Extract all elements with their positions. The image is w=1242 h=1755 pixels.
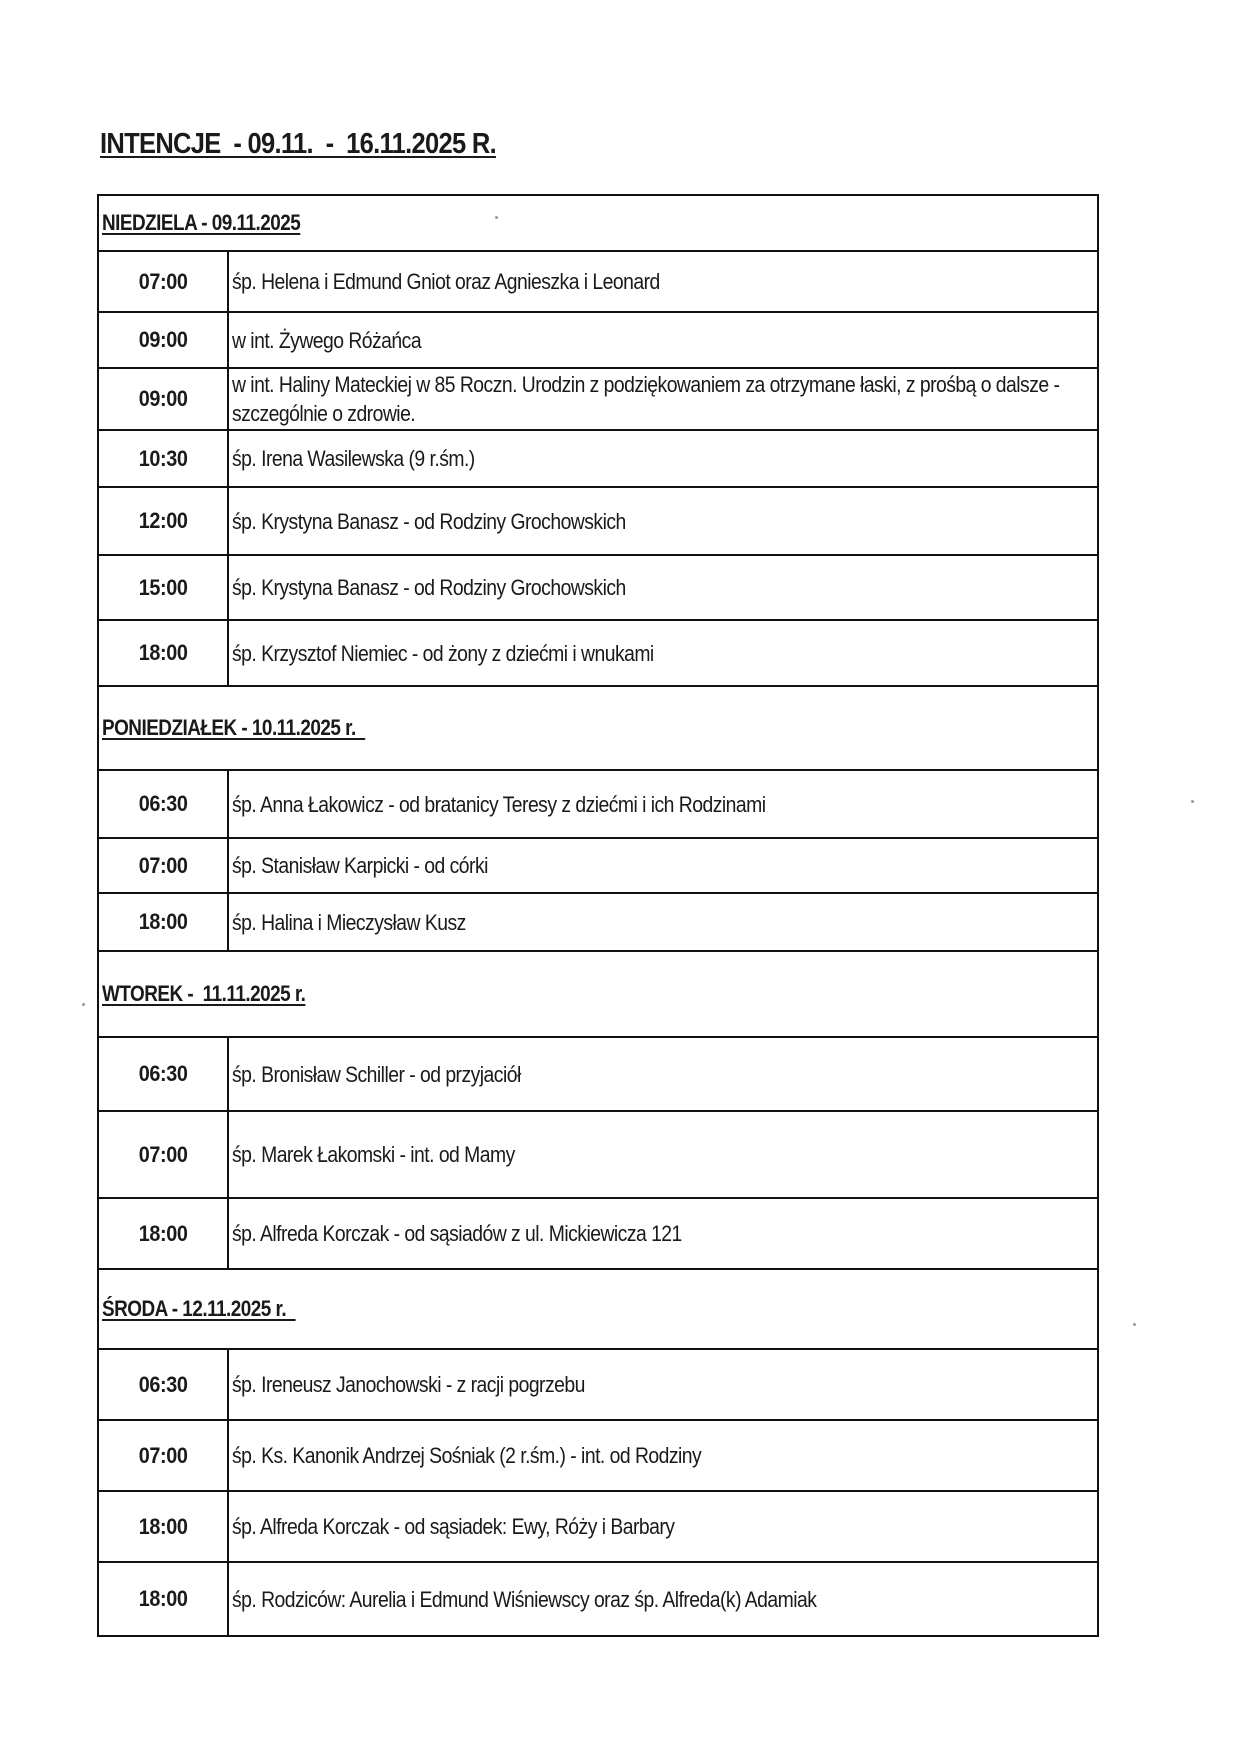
table-row bbox=[98, 1349, 1098, 1420]
intention-cell bbox=[228, 620, 1098, 686]
day-header-row bbox=[98, 195, 1098, 251]
day-header-row bbox=[98, 686, 1098, 770]
intention-text: śp. Ireneusz Janochowski - z racji pogrzebu bbox=[232, 1372, 585, 1397]
intention-text: śp. Krzysztof Niemiec - od żony z dziećmi i wnukami bbox=[232, 640, 654, 666]
time-cell bbox=[98, 430, 228, 487]
intention-cell bbox=[228, 430, 1098, 487]
table-row bbox=[98, 368, 1098, 430]
intention-text: śp. Alfreda Korczak - od sąsiadów z ul. Mickiewicza 121 bbox=[232, 1221, 682, 1246]
intention-text: śp. Alfreda Korczak - od sąsiadek: Ewy, Róży i Barbary bbox=[232, 1514, 675, 1539]
table-row bbox=[98, 1491, 1098, 1562]
time-cell bbox=[98, 1198, 228, 1269]
intention-cell bbox=[228, 1491, 1098, 1562]
intention-cell bbox=[228, 251, 1098, 312]
intention-cell bbox=[228, 838, 1098, 893]
table-row bbox=[98, 1198, 1098, 1269]
day-header-cell bbox=[98, 195, 1098, 251]
table-row bbox=[98, 1037, 1098, 1111]
intention-text: śp. Stanisław Karpicki - od córki bbox=[232, 853, 488, 878]
time-cell bbox=[98, 251, 228, 312]
scan-speck bbox=[1191, 800, 1194, 803]
table-row bbox=[98, 893, 1098, 951]
table-row bbox=[98, 487, 1098, 555]
mass-time: 09:00 bbox=[138, 386, 188, 411]
time-cell bbox=[98, 368, 228, 430]
time-cell bbox=[98, 620, 228, 686]
day-label: NIEDZIELA - 09.11.2025 bbox=[102, 210, 301, 235]
time-cell bbox=[98, 1491, 228, 1562]
intention-cell bbox=[228, 1198, 1098, 1269]
mass-time: 09:00 bbox=[138, 327, 188, 352]
day-header-cell bbox=[98, 1269, 1098, 1349]
intention-cell bbox=[228, 1037, 1098, 1111]
mass-time: 18:00 bbox=[138, 1220, 188, 1246]
day-label: PONIEDZIAŁEK - 10.11.2025 r. bbox=[102, 715, 366, 740]
mass-time: 18:00 bbox=[138, 1586, 188, 1611]
intention-cell bbox=[228, 1349, 1098, 1420]
intention-cell bbox=[228, 1420, 1098, 1491]
mass-time: 12:00 bbox=[138, 508, 188, 533]
table-row bbox=[98, 251, 1098, 312]
scan-speck bbox=[1133, 1323, 1136, 1326]
mass-time: 18:00 bbox=[138, 909, 188, 934]
day-header-row bbox=[98, 951, 1098, 1037]
day-label: WTOREK - 11.11.2025 r. bbox=[102, 981, 306, 1006]
intention-text: śp. Irena Wasilewska (9 r.śm.) bbox=[232, 446, 475, 471]
time-cell bbox=[98, 1037, 228, 1111]
day-header-cell bbox=[98, 686, 1098, 770]
mass-time: 18:00 bbox=[138, 1513, 188, 1539]
intention-cell bbox=[228, 487, 1098, 555]
time-cell bbox=[98, 893, 228, 951]
mass-time: 06:30 bbox=[138, 1371, 188, 1397]
table-row bbox=[98, 1420, 1098, 1491]
mass-time: 15:00 bbox=[138, 574, 188, 600]
mass-time: 07:00 bbox=[138, 852, 188, 878]
intention-text: śp. Krystyna Banasz - od Rodziny Grochowskich bbox=[232, 508, 626, 534]
intention-cell bbox=[228, 893, 1098, 951]
time-cell bbox=[98, 1111, 228, 1198]
intention-text: śp. Anna Łakowicz - od bratanicy Teresy z dziećmi i ich Rodzinami bbox=[232, 791, 766, 817]
mass-time: 07:00 bbox=[138, 1442, 188, 1468]
page-title: INTENCJE - 09.11. - 16.11.2025 R. bbox=[100, 128, 496, 160]
intention-text: śp. Krystyna Banasz - od Rodziny Grochowskich bbox=[232, 575, 626, 600]
table-row bbox=[98, 555, 1098, 620]
intention-cell bbox=[228, 1562, 1098, 1636]
intention-text: w int. Haliny Mateckiej w 85 Roczn. Urodzin z podziękowaniem za otrzymane łaski, z prośbą o dalsze - szczególnie o zdrowie. bbox=[232, 372, 1060, 426]
day-header-row bbox=[98, 1269, 1098, 1349]
time-cell bbox=[98, 1562, 228, 1636]
day-header-cell bbox=[98, 951, 1098, 1037]
mass-time: 18:00 bbox=[138, 640, 188, 665]
table-row bbox=[98, 312, 1098, 368]
table-row bbox=[98, 1111, 1098, 1198]
intention-text: śp. Ks. Kanonik Andrzej Sośniak (2 r.śm.) - int. od Rodziny bbox=[232, 1443, 702, 1468]
intention-cell bbox=[228, 368, 1098, 430]
intention-cell bbox=[228, 312, 1098, 368]
mass-time: 07:00 bbox=[138, 268, 188, 294]
intention-cell bbox=[228, 770, 1098, 838]
scan-speck bbox=[495, 216, 498, 219]
day-label: ŚRODA - 12.11.2025 r. bbox=[102, 1296, 296, 1321]
mass-time: 07:00 bbox=[138, 1141, 188, 1167]
time-cell bbox=[98, 555, 228, 620]
scan-speck bbox=[82, 1003, 85, 1006]
table-row bbox=[98, 620, 1098, 686]
intention-text: śp. Marek Łakomski - int. od Mamy bbox=[232, 1142, 515, 1167]
intentions-table bbox=[97, 194, 1099, 1637]
time-cell bbox=[98, 1420, 228, 1491]
table-row bbox=[98, 838, 1098, 893]
time-cell bbox=[98, 770, 228, 838]
table-row bbox=[98, 1562, 1098, 1636]
mass-time: 06:30 bbox=[138, 1061, 188, 1086]
mass-time: 06:30 bbox=[138, 791, 188, 816]
time-cell bbox=[98, 487, 228, 555]
intention-text: śp. Bronisław Schiller - od przyjaciół bbox=[232, 1061, 521, 1087]
time-cell bbox=[98, 1349, 228, 1420]
time-cell bbox=[98, 312, 228, 368]
intention-text: w int. Żywego Różańca bbox=[232, 327, 422, 353]
intention-text: śp. Rodziców: Aurelia i Edmund Wiśniewscy oraz śp. Alfreda(k) Adamiak bbox=[232, 1586, 817, 1612]
intention-text: śp. Helena i Edmund Gniot oraz Agnieszka i Leonard bbox=[232, 269, 660, 294]
table-row bbox=[98, 770, 1098, 838]
intention-cell bbox=[228, 555, 1098, 620]
intention-text: śp. Halina i Mieczysław Kusz bbox=[232, 909, 466, 935]
table-row bbox=[98, 430, 1098, 487]
time-cell bbox=[98, 838, 228, 893]
intention-cell bbox=[228, 1111, 1098, 1198]
mass-time: 10:30 bbox=[138, 445, 188, 471]
